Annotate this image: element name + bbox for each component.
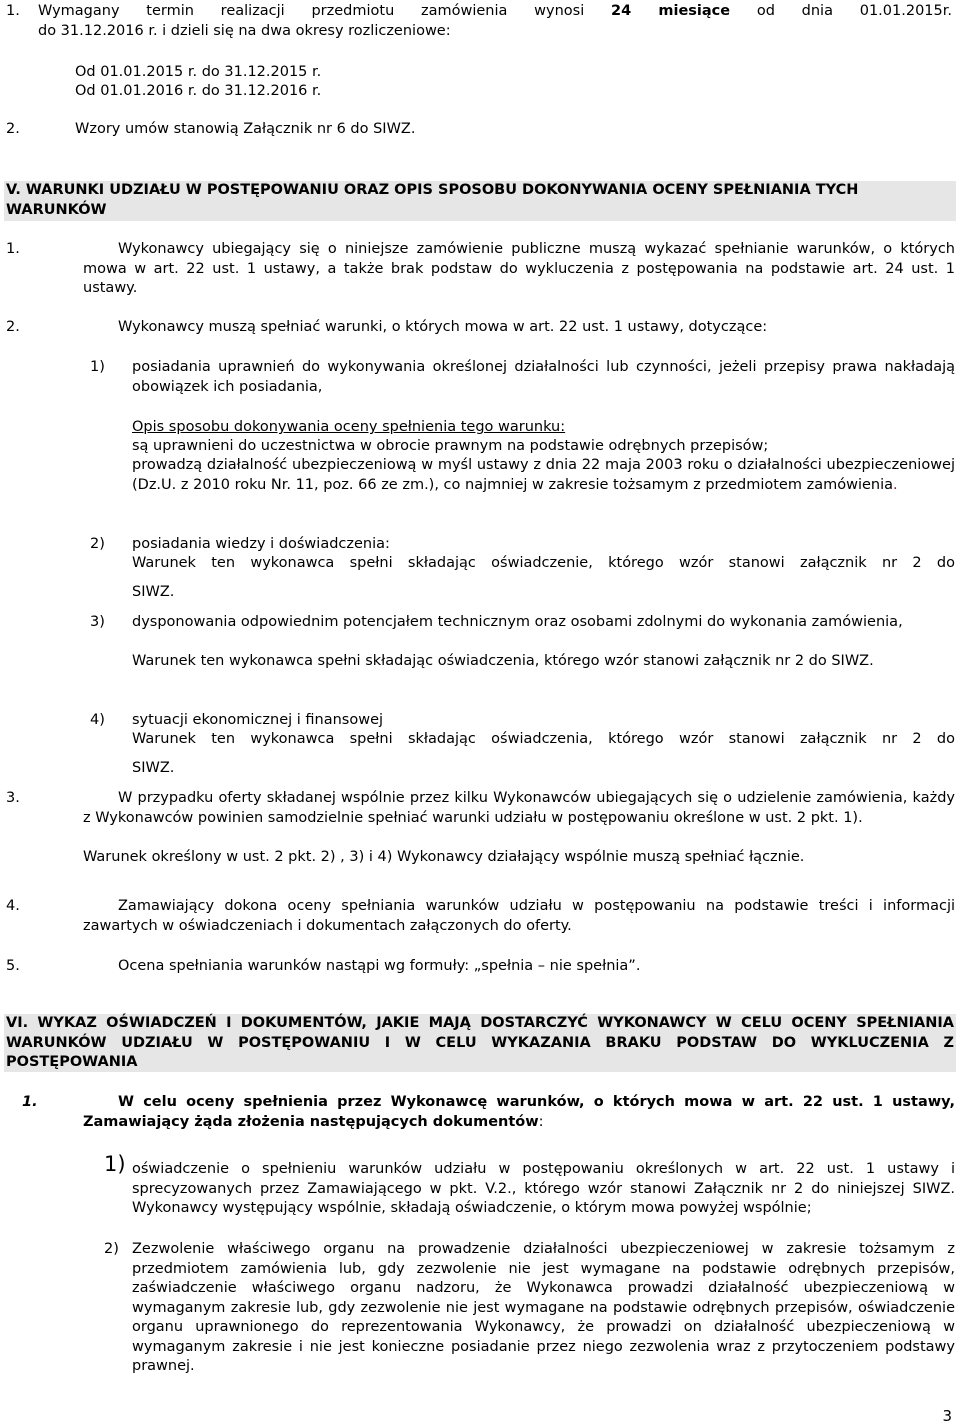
section-6-heading: VI. WYKAZ OŚWIADCZEŃ I DOKUMENTÓW, JAKIE MAJĄ DOSTARCZYĆ WYKONAWCY W CELU OCENY SPEŁNIANIA WARUNKÓW UDZIAŁU W POSTĘPOWANIU I W CELU WYKAZANIA BRAKU PODSTAW DO WYKLUCZENIA Z POSTĘPOWANIA: [6, 1015, 954, 1070]
intro-p1-duration: 24 miesiące: [611, 3, 731, 19]
s5-item3-title: dysponowania odpowiednim potencjałem technicznym oraz osobami zdolnymi do wykonania zamówienia,: [132, 614, 903, 630]
s6-item1-text: oświadczenie o spełnieniu warunków udziału w postępowaniu określonych w art. 22 ust. 1 ustawy i sprecyzowanych przez Zamawiającego w pkt. V.2., którego wzór stanowi Załącznik nr 2 do niniejszej SIWZ. Wykonawcy występujący wspólnie, składają oświadczenie, o którym mowa powyżej wspólnie;: [132, 1161, 955, 1216]
billing-period-2: Od 01.01.2016 r. do 31.12.2016 r.: [75, 83, 322, 99]
s5-item2-text: Warunek ten wykonawca spełni składając oświadczenie, którego wzór stanowi załącznik nr 2 do: [132, 555, 955, 571]
s6-p1-number: 1.: [22, 1094, 38, 1110]
intro-p1-number: 1.: [6, 3, 20, 19]
intro-p2-number: 2.: [6, 121, 20, 137]
s5-item4-number: 4): [90, 712, 105, 728]
s6-p1-colon: :: [538, 1113, 544, 1130]
s5-p5-number: 5.: [6, 958, 20, 974]
s5-item4-siwz: SIWZ.: [132, 760, 175, 776]
s5-p3-number: 3.: [6, 790, 20, 806]
section-5-heading: V. WARUNKI UDZIAŁU W POSTĘPOWANIU ORAZ OPIS SPOSOBU DOKONYWANIA OCENY SPEŁNIANIA TYCH WARUNKÓW: [4, 181, 956, 221]
s5-p3-text: W przypadku oferty składanej wspólnie przez kilku Wykonawców ubiegających się o udzielenie zamówienia, każdy z Wykonawców powinien samodzielnie spełniać warunki udziału w postępowaniu określone w ust. 2 pkt. 1).: [83, 790, 955, 826]
s5-item1-line-b: [132, 456, 955, 495]
page-number: 3: [942, 1407, 952, 1425]
s5-p4-number: 4.: [6, 898, 20, 914]
intro-p1-line1: [38, 2, 952, 22]
s6-p1-text-bold: W celu oceny spełnienia przez Wykonawcę warunków, o których mowa w art. 22 ust. 1 ustawy, Zamawiający żąda złożenia następujących dokumentów: [83, 1094, 955, 1130]
s6-p1-text: [83, 1093, 955, 1132]
s5-item1-line-a: są uprawnieni do uczestnictwa w obrocie prawnym na podstawie odrębnych przepisów;: [132, 438, 769, 454]
intro-p1-text-b: od dnia 01.01.2015r.: [756, 3, 952, 19]
s5-p3-text2: Warunek określony w ust. 2 pkt. 2) , 3) i 4) Wykonawcy działający wspólnie muszą spełniać łącznie.: [83, 849, 805, 865]
s5-item2-siwz: SIWZ.: [132, 584, 175, 600]
s6-item2-number: 2): [104, 1241, 119, 1257]
intro-p1-line2: do 31.12.2016 r. i dzieli się na dwa okresy rozliczeniowe:: [38, 23, 451, 39]
s5-p4-text: Zamawiający dokona oceny spełniania warunków udziału w postępowaniu na podstawie treści i informacji zawartych w oświadczeniach i dokumentach załączonych do oferty.: [83, 898, 955, 934]
s5-item2-title: posiadania wiedzy i doświadczenia:: [132, 536, 390, 552]
intro-p1-text-a: Wymagany termin realizacji przedmiotu zamówienia wynosi: [38, 3, 585, 19]
s5-p1-number: 1.: [6, 241, 20, 257]
s5-item1-text: posiadania uprawnień do wykonywania określonej działalności lub czynności, jeżeli przepisy prawa nakładają obowiązek ich posiadania,: [132, 359, 955, 395]
s5-p1-text: Wykonawcy ubiegający się o niniejsze zamówienie publiczne muszą wykazać spełnianie warunków, o których mowa w art. 22 ust. 1 ustawy, a także brak podstaw do wykluczenia z postępowania na podstawie art. 24 ust. 1 ustawy.: [83, 241, 955, 296]
billing-period-1: Od 01.01.2015 r. do 31.12.2015 r.: [75, 64, 322, 80]
s6-item2-text: Zezwolenie właściwego organu na prowadzenie działalności ubezpieczeniowej w zakresie tożsamym z przedmiotem zamówienia lub, gdy zezwolenie nie jest wymagane na podstawie odrębnych przepisów, zaświadczenie właściwego organu nadzoru, że Wykonawca prowadzi działalność ubezpieczeniową w wymaganym zakresie lub, gdy zezwolenie nie jest wymagane na podstawie odrębnych przepisów, oświadczenie organu uprawnionego do reprezentowania Wykonawcy, że prowadzi on działalność ubezpieczeniową w wymaganym zakresie i nie jest konieczne posiadanie przez niego zezwolenia wraz z przytoczeniem podstawy prawnej.: [132, 1241, 955, 1374]
s5-item4-text: Warunek ten wykonawca spełni składając oświadczenia, którego wzór stanowi załącznik nr 2 do: [132, 731, 955, 747]
s6-item1-number: 1): [104, 1152, 126, 1176]
s5-p2-text: Wykonawcy muszą spełniać warunki, o których mowa w art. 22 ust. 1 ustawy, dotyczące:: [118, 319, 768, 335]
s5-item2-number: 2): [90, 536, 105, 552]
s5-p2-number: 2.: [6, 319, 20, 335]
s5-item3-text: Warunek ten wykonawca spełni składając oświadczenia, którego wzór stanowi załącznik nr 2 do SIWZ.: [132, 653, 874, 669]
s5-item1-number: 1): [90, 359, 105, 375]
s5-item1-red-dot: .: [893, 476, 898, 493]
intro-p2-text: Wzory umów stanowią Załącznik nr 6 do SIWZ.: [75, 121, 416, 137]
s5-item4-title: sytuacji ekonomicznej i finansowej: [132, 712, 384, 728]
s5-p5-text: Ocena spełniania warunków nastąpi wg formuły: „spełnia – nie spełnia”.: [118, 958, 641, 974]
s5-item1-opis-heading: Opis sposobu dokonywania oceny spełnienia tego warunku:: [132, 419, 566, 435]
s5-item1-line-b-text: prowadzą działalność ubezpieczeniową w myśl ustawy z dnia 22 maja 2003 roku o działalności ubezpieczeniowej (Dz.U. z 2010 roku Nr. 11, poz. 66 ze zm.), co najmniej w zakresie tożsamym z przedmiotem zamówienia: [132, 457, 955, 493]
s5-item3-number: 3): [90, 614, 105, 630]
